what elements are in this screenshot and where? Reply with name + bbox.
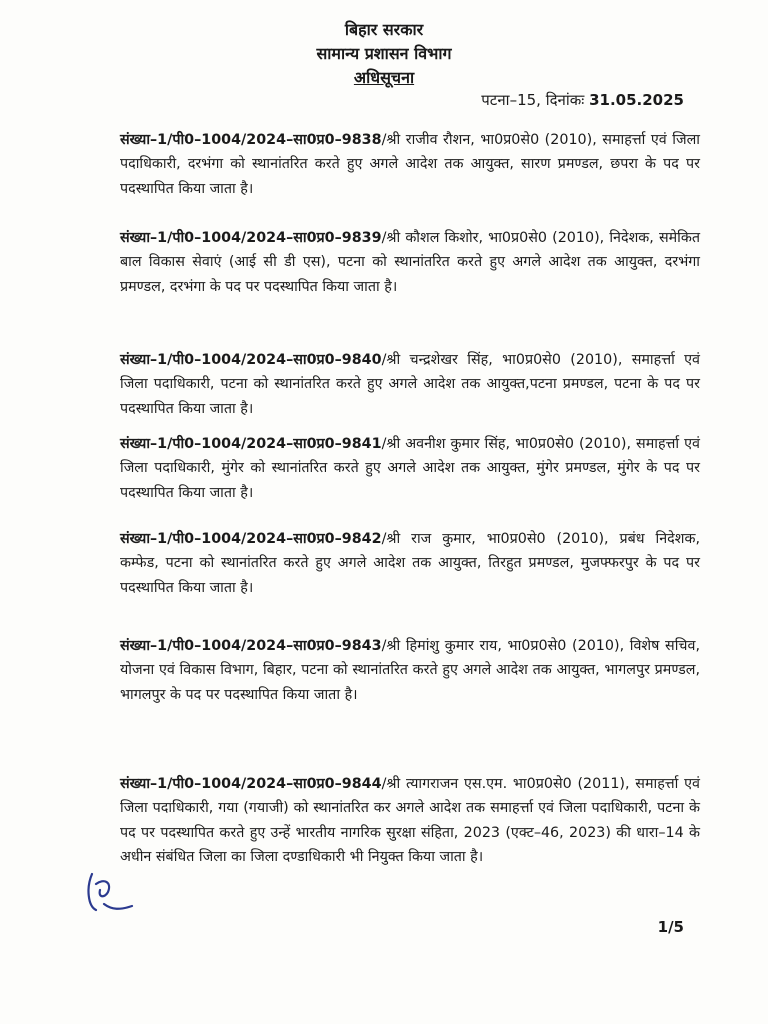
government-heading: बिहार सरकार [344, 20, 424, 39]
notification-paragraph [120, 226, 700, 299]
notification-text: /श्री राजीव रौशन, भा0प्र0से0 (2010), समाहर्त्ता एवं जिला पदाधिकारी, दरभंगा को स्थानांतरित करते हुए अगले आदेश तक आयुक्त, सारण प्रमण्डल, छपरा के पद पर पदस्थापित किया जाता है। [120, 132, 700, 197]
department-heading: सामान्य प्रशासन विभाग [316, 44, 452, 63]
notification-ref: संख्या–1/पी0–1004/2024–सा0प्र0–9839 [120, 230, 382, 246]
dateline-date: 31.05.2025 [589, 91, 684, 109]
dateline-place: पटना–15, दिनांकः [481, 91, 585, 109]
notification-ref: संख्या–1/पी0–1004/2024–सा0प्र0–9842 [120, 531, 382, 547]
notification-text: /श्री चन्द्रशेखर सिंह, भा0प्र0से0 (2010), समाहर्त्ता एवं जिला पदाधिकारी, पटना को स्थानांतरित करते हुए अगले आदेश तक आयुक्त,पटना प्रमण्डल, पटना के पद पर पदस्थापित किया जाता है। [120, 352, 700, 417]
notification-paragraph [120, 634, 700, 707]
notification-title: अधिसूचना [353, 68, 415, 87]
notification-paragraph [120, 348, 700, 421]
notification-ref: संख्या–1/पी0–1004/2024–सा0प्र0–9844 [120, 776, 382, 792]
notification-paragraph [120, 432, 700, 505]
notification-paragraph [120, 772, 700, 869]
dateline [481, 90, 684, 110]
notification-ref: संख्या–1/पी0–1004/2024–सा0प्र0–9843 [120, 638, 382, 654]
signature-icon [78, 860, 138, 920]
notification-paragraph [120, 128, 700, 201]
notification-paragraph [120, 527, 700, 600]
page-number: 1/5 [657, 918, 684, 936]
notification-ref: संख्या–1/पी0–1004/2024–सा0प्र0–9840 [120, 352, 382, 368]
notification-text: /श्री अवनीश कुमार सिंह, भा0प्र0से0 (2010), समाहर्त्ता एवं जिला पदाधिकारी, मुंगेर को स्थानांतरित करते हुए अगले आदेश तक आयुक्त, मुंगेर प्रमण्डल, मुंगेर के पद पर पदस्थापित किया जाता है। [120, 436, 700, 501]
notification-text: /श्री कौशल किशोर, भा0प्र0से0 (2010), निदेशक, समेकित बाल विकास सेवाएं (आई सी डी एस), पटना को स्थानांतरित करते हुए अगले आदेश तक आयुक्त, दरभंगा प्रमण्डल, दरभंगा के पद पर पदस्थापित किया जाता है। [120, 230, 700, 295]
notification-text: /श्री त्यागराजन एस.एम. भा0प्र0से0 (2011), समाहर्त्ता एवं जिला पदाधिकारी, गया (गयाजी) को स्थानांतरित कर अगले आदेश तक समाहर्त्ता एवं जिला पदाधिकारी, पटना के पद पर पदस्थापित करते हुए उन्हें भारतीय नागरिक सुरक्षा संहिता, 2023 (एक्ट–46, 2023) की धारा–14 के अधीन संबंधित जिला का जिला दण्डाधिकारी भी नियुक्त किया जाता है। [120, 776, 700, 865]
notification-text: /श्री हिमांशु कुमार राय, भा0प्र0से0 (2010), विशेष सचिव, योजना एवं विकास विभाग, बिहार, पटना को स्थानांतरित करते हुए अगले आदेश तक आयुक्त, भागलपुर प्रमण्डल, भागलपुर के पद पर पदस्थापित किया जाता है। [120, 638, 700, 703]
notification-ref: संख्या–1/पी0–1004/2024–सा0प्र0–9841 [120, 436, 382, 452]
notification-text: /श्री राज कुमार, भा0प्र0से0 (2010), प्रबंध निदेशक, कम्फेड, पटना को स्थानांतरित करते हुए अगले आदेश तक आयुक्त, तिरहुत प्रमण्डल, मुजफ्फरपुर के पद पर पदस्थापित किया जाता है। [120, 531, 700, 596]
notification-ref: संख्या–1/पी0–1004/2024–सा0प्र0–9838 [120, 132, 382, 148]
